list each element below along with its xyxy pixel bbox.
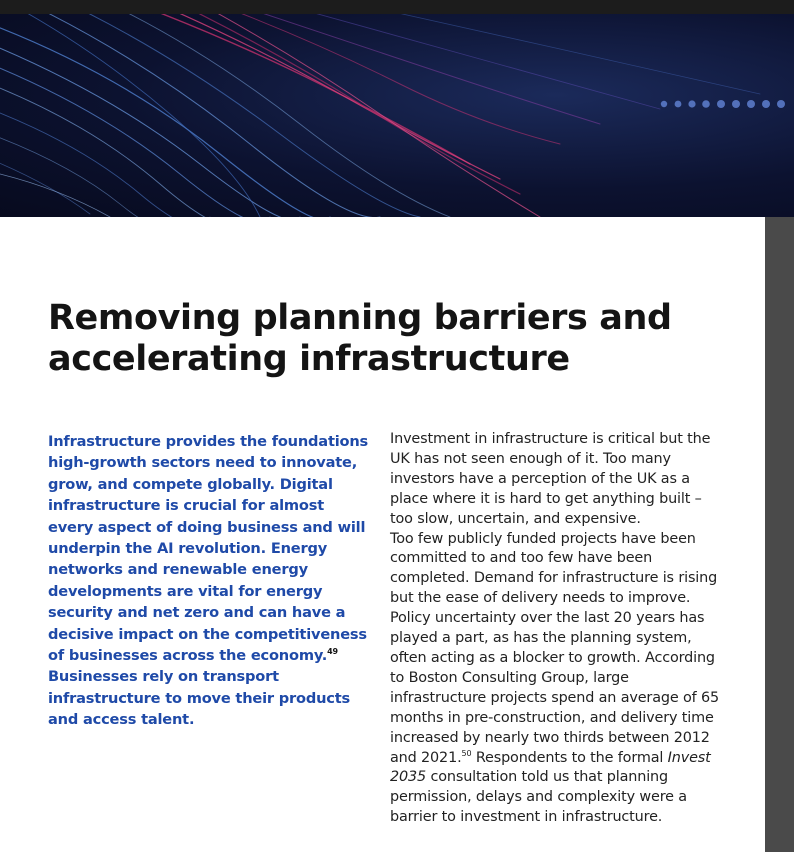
footnote-ref-50[interactable]: 50 <box>461 748 472 758</box>
lead-text-2: Businesses rely on transport infrastructure to move their products and access talent. <box>48 668 350 729</box>
page-edge <box>765 217 794 852</box>
body-paragraph-2 <box>390 530 720 829</box>
body-paragraph-1: Investment in infrastructure is critical but the UK has not seen enough of it. Too many investors have a perception of the UK as a place where it is hard to get anything built – too slow, uncertain, and expensive. <box>390 431 711 527</box>
footnote-ref-49[interactable]: 49 <box>327 647 338 657</box>
lead-paragraph <box>48 431 372 731</box>
body-paragraph-2-c: consultation told us that planning permission, delays and complexity were a barrier to investment in infrastructure. <box>390 769 687 826</box>
body-paragraph-2-a: Too few publicly funded projects have been committed to and too few have been completed. Demand for infrastructure is rising but the ease of delivery needs to improve. Policy uncertainty over the last 20 years has played a part, as has the planning system, often acting as a blocker to growth. According to Boston Consulting Group, large infrastructure projects spend an average of 65 months in pre-construction, and delivery time increased by nearly two thirds between 2012 and 2021. <box>390 530 719 766</box>
body-paragraph-2-italic: Invest 2035 <box>390 749 711 786</box>
lead-text-1: Infrastructure provides the foundations high-growth sectors need to innovate, grow, and compete globally. Digital infrastructure is crucial for almost every aspect of doing business and will underpin the AI revolution. Energy networks and renewable energy developments are vital for energy security and net zero and can have a decisive impact on the competitiveness of businesses across the economy. <box>48 433 369 665</box>
top-bar <box>0 0 794 14</box>
body-paragraph-2-b: Respondents to the formal <box>471 749 668 766</box>
light-streaks-graphic <box>0 14 794 217</box>
body-text <box>390 430 720 828</box>
hero-image <box>0 14 794 217</box>
page-title: Removing planning barriers and accelerating infrastructure <box>48 298 672 379</box>
